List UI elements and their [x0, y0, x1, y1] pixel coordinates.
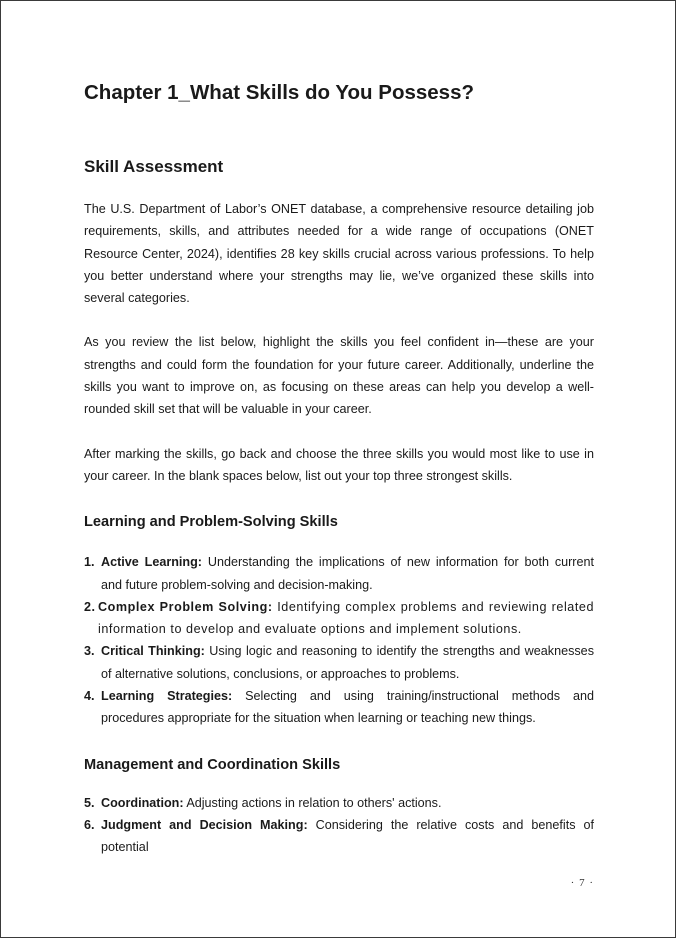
skill-description: Considering the relative costs and benefits of potential — [101, 817, 594, 855]
list-item — [84, 814, 594, 859]
section-title: Skill Assessment — [84, 157, 224, 176]
page-number: · 7 · — [570, 877, 594, 889]
intro-paragraph: The U.S. Department of Labor’s ONET database, a comprehensive resource detailing job requirements, skills, and attributes needed for a wide range of occupations (ONET Resource Center, 2024), identifies 28 key skills crucial across various professions. To help you better understand where your strengths may lie, we’ve organized these skills into several categories. — [84, 202, 594, 306]
skill-term: Active Learning: — [101, 555, 203, 570]
chapter-title: Chapter 1_What Skills do You Possess? — [84, 81, 474, 104]
management-section-title: Management and Coordination Skills — [84, 756, 341, 773]
list-item — [84, 551, 594, 596]
item-number: 5. — [84, 795, 95, 810]
item-number: 6. — [84, 817, 95, 832]
marking-paragraph: After marking the skills, go back and choose the three skills you would most like to use in your career. In the blank spaces below, list out your top three strongest skills. — [84, 446, 594, 483]
item-number: 2. — [84, 599, 96, 614]
list-item — [84, 685, 594, 730]
skill-description: Identifying complex problems and reviewing related information to develop and evaluate options and implement solutions. — [98, 599, 594, 637]
skill-term: Judgment and Decision Making: — [101, 817, 308, 832]
learning-skills-list — [84, 551, 594, 729]
management-skills-list — [84, 792, 594, 859]
skill-description: Understanding the implications of new information for both current and future problem-solving and decision-making. — [101, 555, 595, 592]
skill-term: Critical Thinking: — [101, 644, 205, 659]
list-item — [84, 792, 594, 814]
skill-description: Adjusting actions in relation to others' actions. — [183, 795, 442, 810]
learning-section-title: Learning and Problem-Solving Skills — [84, 514, 338, 531]
skill-term: Coordination: — [101, 795, 184, 810]
skill-term: Learning Strategies: — [101, 689, 233, 704]
item-number: 3. — [84, 644, 95, 659]
item-number: 1. — [84, 555, 95, 570]
item-number: 4. — [84, 689, 95, 704]
page-content — [84, 79, 594, 859]
skill-description: Selecting and using training/instructional methods and procedures appropriate for the situation when learning or teaching new things. — [101, 689, 594, 726]
list-item — [84, 640, 594, 685]
skill-term: Complex Problem Solving: — [98, 599, 273, 614]
skill-description: Using logic and reasoning to identify the strengths and weaknesses of alternative solutions, conclusions, or approaches to problems. — [101, 644, 594, 681]
instructions-paragraph: As you review the list below, highlight the skills you feel confident in—these are your strengths and could form the foundation for your future career. Additionally, underline the skills you want to improve on, as focusing on these areas can help you develop a well-rounded skill set that will be valuable in your career. — [84, 335, 594, 417]
list-item — [84, 596, 594, 641]
